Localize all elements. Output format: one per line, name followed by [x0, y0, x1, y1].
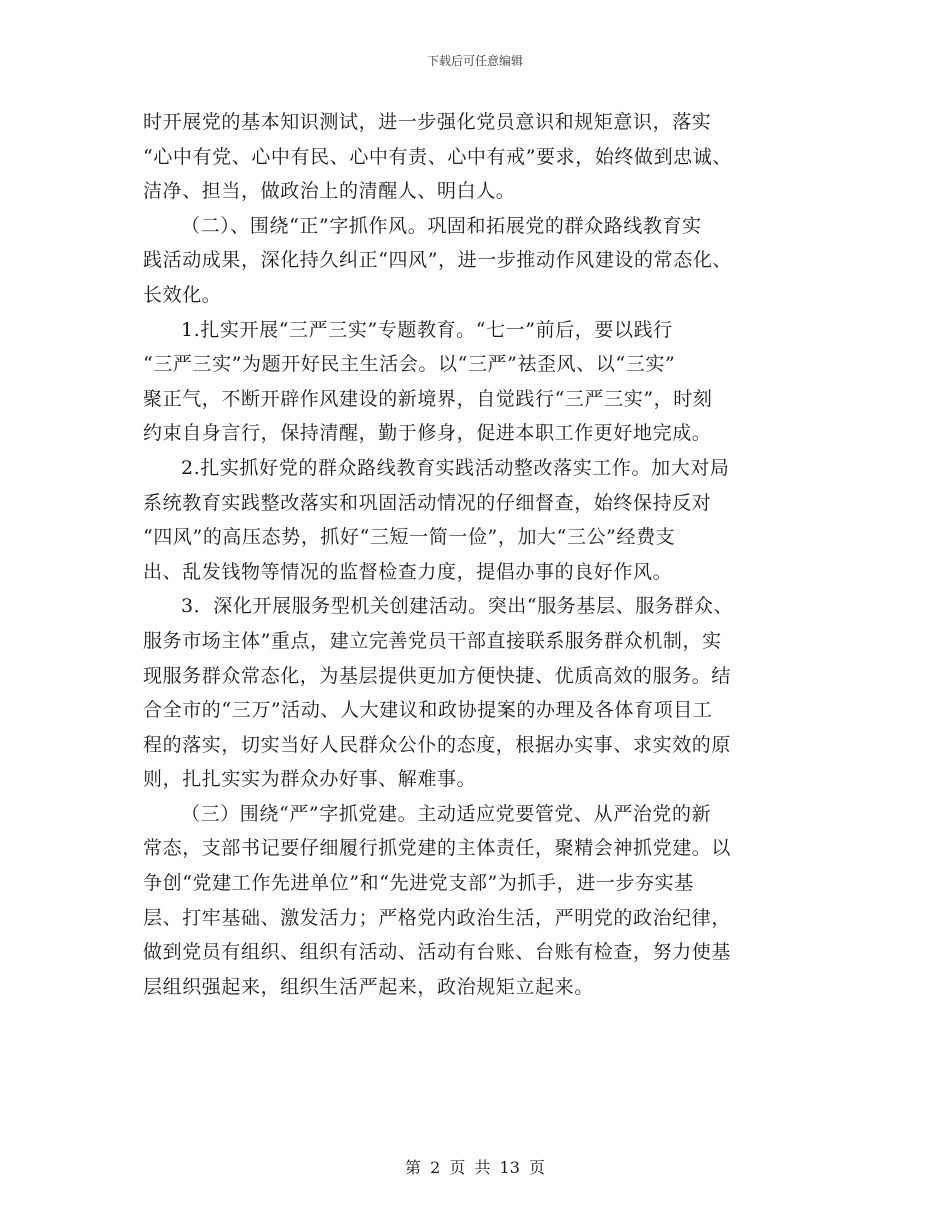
- text-line: 聚正气，不断开辟作风建设的新境界，自觉践行“三严三实”，时刻: [143, 387, 713, 410]
- text-line: 约束自身言行，保持清醒，勤于修身，促进本职工作更好地完成。: [143, 422, 712, 445]
- text-line: 践活动成果，深化持久纠正“四风”，进一步推动作风建设的常态化、: [143, 249, 733, 272]
- text-line: “心中有党、心中有民、心中有责、心中有戒”要求，始终做到忠诚、: [143, 145, 733, 168]
- text-line: 层、打牢基础、激发活力；严格党内政治生活，严明党的政治纪律，: [143, 906, 732, 929]
- page-number: 第 2 页 共 13 页: [405, 1158, 545, 1177]
- text-line: 系统教育实践整改落实和巩固活动情况的仔细督查，始终保持反对: [143, 491, 712, 514]
- text-line: 出、乱发钱物等情况的监督检查力度，提倡办事的良好作风。: [143, 560, 673, 583]
- text-line: （二）、围绕“正”字抓作风。巩固和拓展党的群众路线教育实: [181, 214, 702, 237]
- text-line: 服务市场主体”重点，建立完善党员干部直接联系服务群众机制，实: [143, 629, 722, 652]
- text-line: 2.扎实抓好党的群众路线教育实践活动整改落实工作。加大对局: [181, 456, 730, 479]
- text-line: 程的落实，切实当好人民群众公仆的态度，根据办实事、求实效的原: [143, 733, 732, 756]
- text-line: 时开展党的基本知识测试，进一步强化党员意识和规矩意识，落实: [143, 111, 712, 133]
- paragraph: [143, 589, 808, 797]
- text-line: 常态，支部书记要仔细履行抓党建的主体责任，聚精会神抓党建。以: [143, 837, 732, 860]
- document-body: [143, 105, 808, 1004]
- text-line: 争创“党建工作先进单位”和“先进党支部”为抓手，进一步夯实基: [143, 872, 694, 895]
- paragraph: [143, 105, 808, 209]
- text-line: “四风”的高压态势，抓好“三短一简一俭”，加大“三公”经费支: [143, 526, 676, 549]
- text-line: 3．深化开展服务型机关创建活动。突出“服务基层、服务群众、: [181, 595, 734, 618]
- text-line: 合全市的“三万”活动、人大建议和政协提案的办理及各体育项目工: [143, 699, 713, 722]
- text-line: “三严三实”为题开好民主生活会。以“三严”祛歪风、以“三实”: [143, 353, 676, 376]
- paragraph: [143, 797, 808, 1005]
- text-line: 层组织强起来，组织生活严起来，政治规矩立起来。: [143, 975, 594, 998]
- text-line: 则，扎扎实实为群众办好事、解难事。: [143, 768, 477, 791]
- page-header-note: 下载后可任意编辑: [426, 54, 523, 68]
- text-line: 长效化。: [143, 283, 222, 306]
- text-line: （三）围绕“严”字抓党建。主动适应党要管党、从严治党的新: [181, 802, 712, 825]
- paragraph: [143, 451, 808, 589]
- text-line: 现服务群众常态化，为基层提供更加方便快捷、优质高效的服务。结: [143, 664, 732, 687]
- paragraph: [143, 209, 808, 313]
- text-line: 1.扎实开展“三严三实”专题教育。“七一”前后，要以践行: [181, 318, 673, 341]
- paragraph: [143, 313, 808, 451]
- text-line: 做到党员有组织、组织有活动、活动有台账、台账有检查，努力使基: [143, 941, 732, 964]
- text-line: 洁净、担当，做政治上的清醒人、明白人。: [143, 180, 516, 203]
